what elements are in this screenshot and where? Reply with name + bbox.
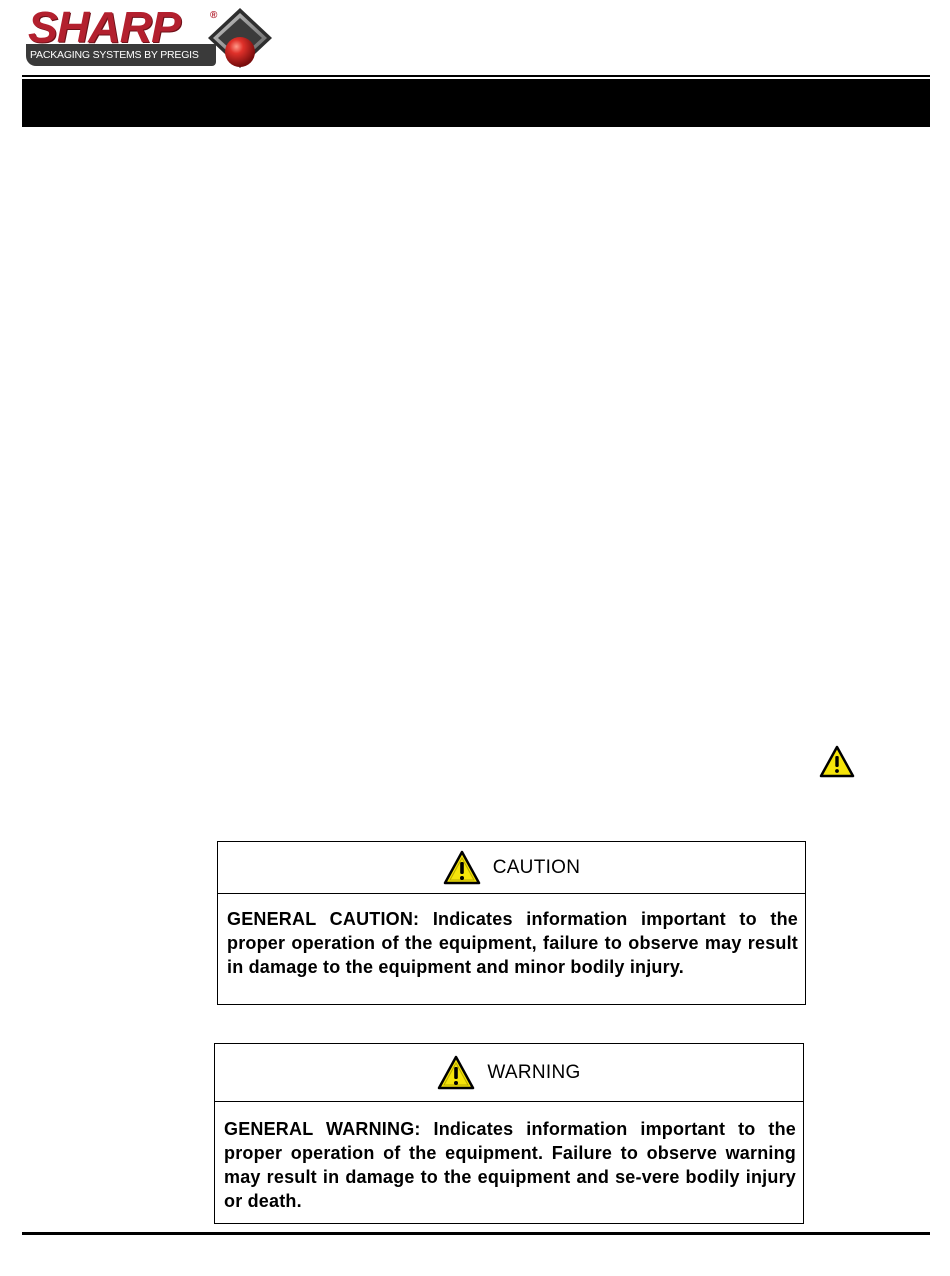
warning-header	[215, 1044, 803, 1102]
footer-rule	[22, 1232, 930, 1235]
section-title-bar	[22, 79, 930, 127]
sharp-logo	[24, 3, 274, 76]
caution-notice	[217, 841, 806, 1005]
warning-title: WARNING	[487, 1061, 581, 1083]
logo-registered-mark: ®	[210, 10, 218, 21]
warning-text: GENERAL WARNING: Indicates information important to the proper operation of the equipment. Failure to observe warning may result in damage to the equipment and se-vere bodily injury or death.	[224, 1119, 796, 1211]
header-top-rule	[22, 75, 930, 77]
warning-notice	[214, 1043, 804, 1224]
caution-header	[218, 842, 805, 894]
warning-triangle-icon	[819, 745, 855, 778]
diamond-ball-emblem-icon	[206, 6, 274, 74]
logo-tagline: PACKAGING SYSTEMS BY PREGIS	[30, 49, 199, 61]
logo-wordmark: SHARP	[28, 3, 181, 52]
warning-triangle-icon	[443, 850, 481, 886]
warning-triangle-icon	[437, 1055, 475, 1091]
caution-title: CAUTION	[492, 856, 581, 878]
caution-text: GENERAL CAUTION: Indicates information important to the proper operation of the equipment, failure to observe may result in damage to the equipment and minor bodily injury.	[227, 909, 798, 977]
